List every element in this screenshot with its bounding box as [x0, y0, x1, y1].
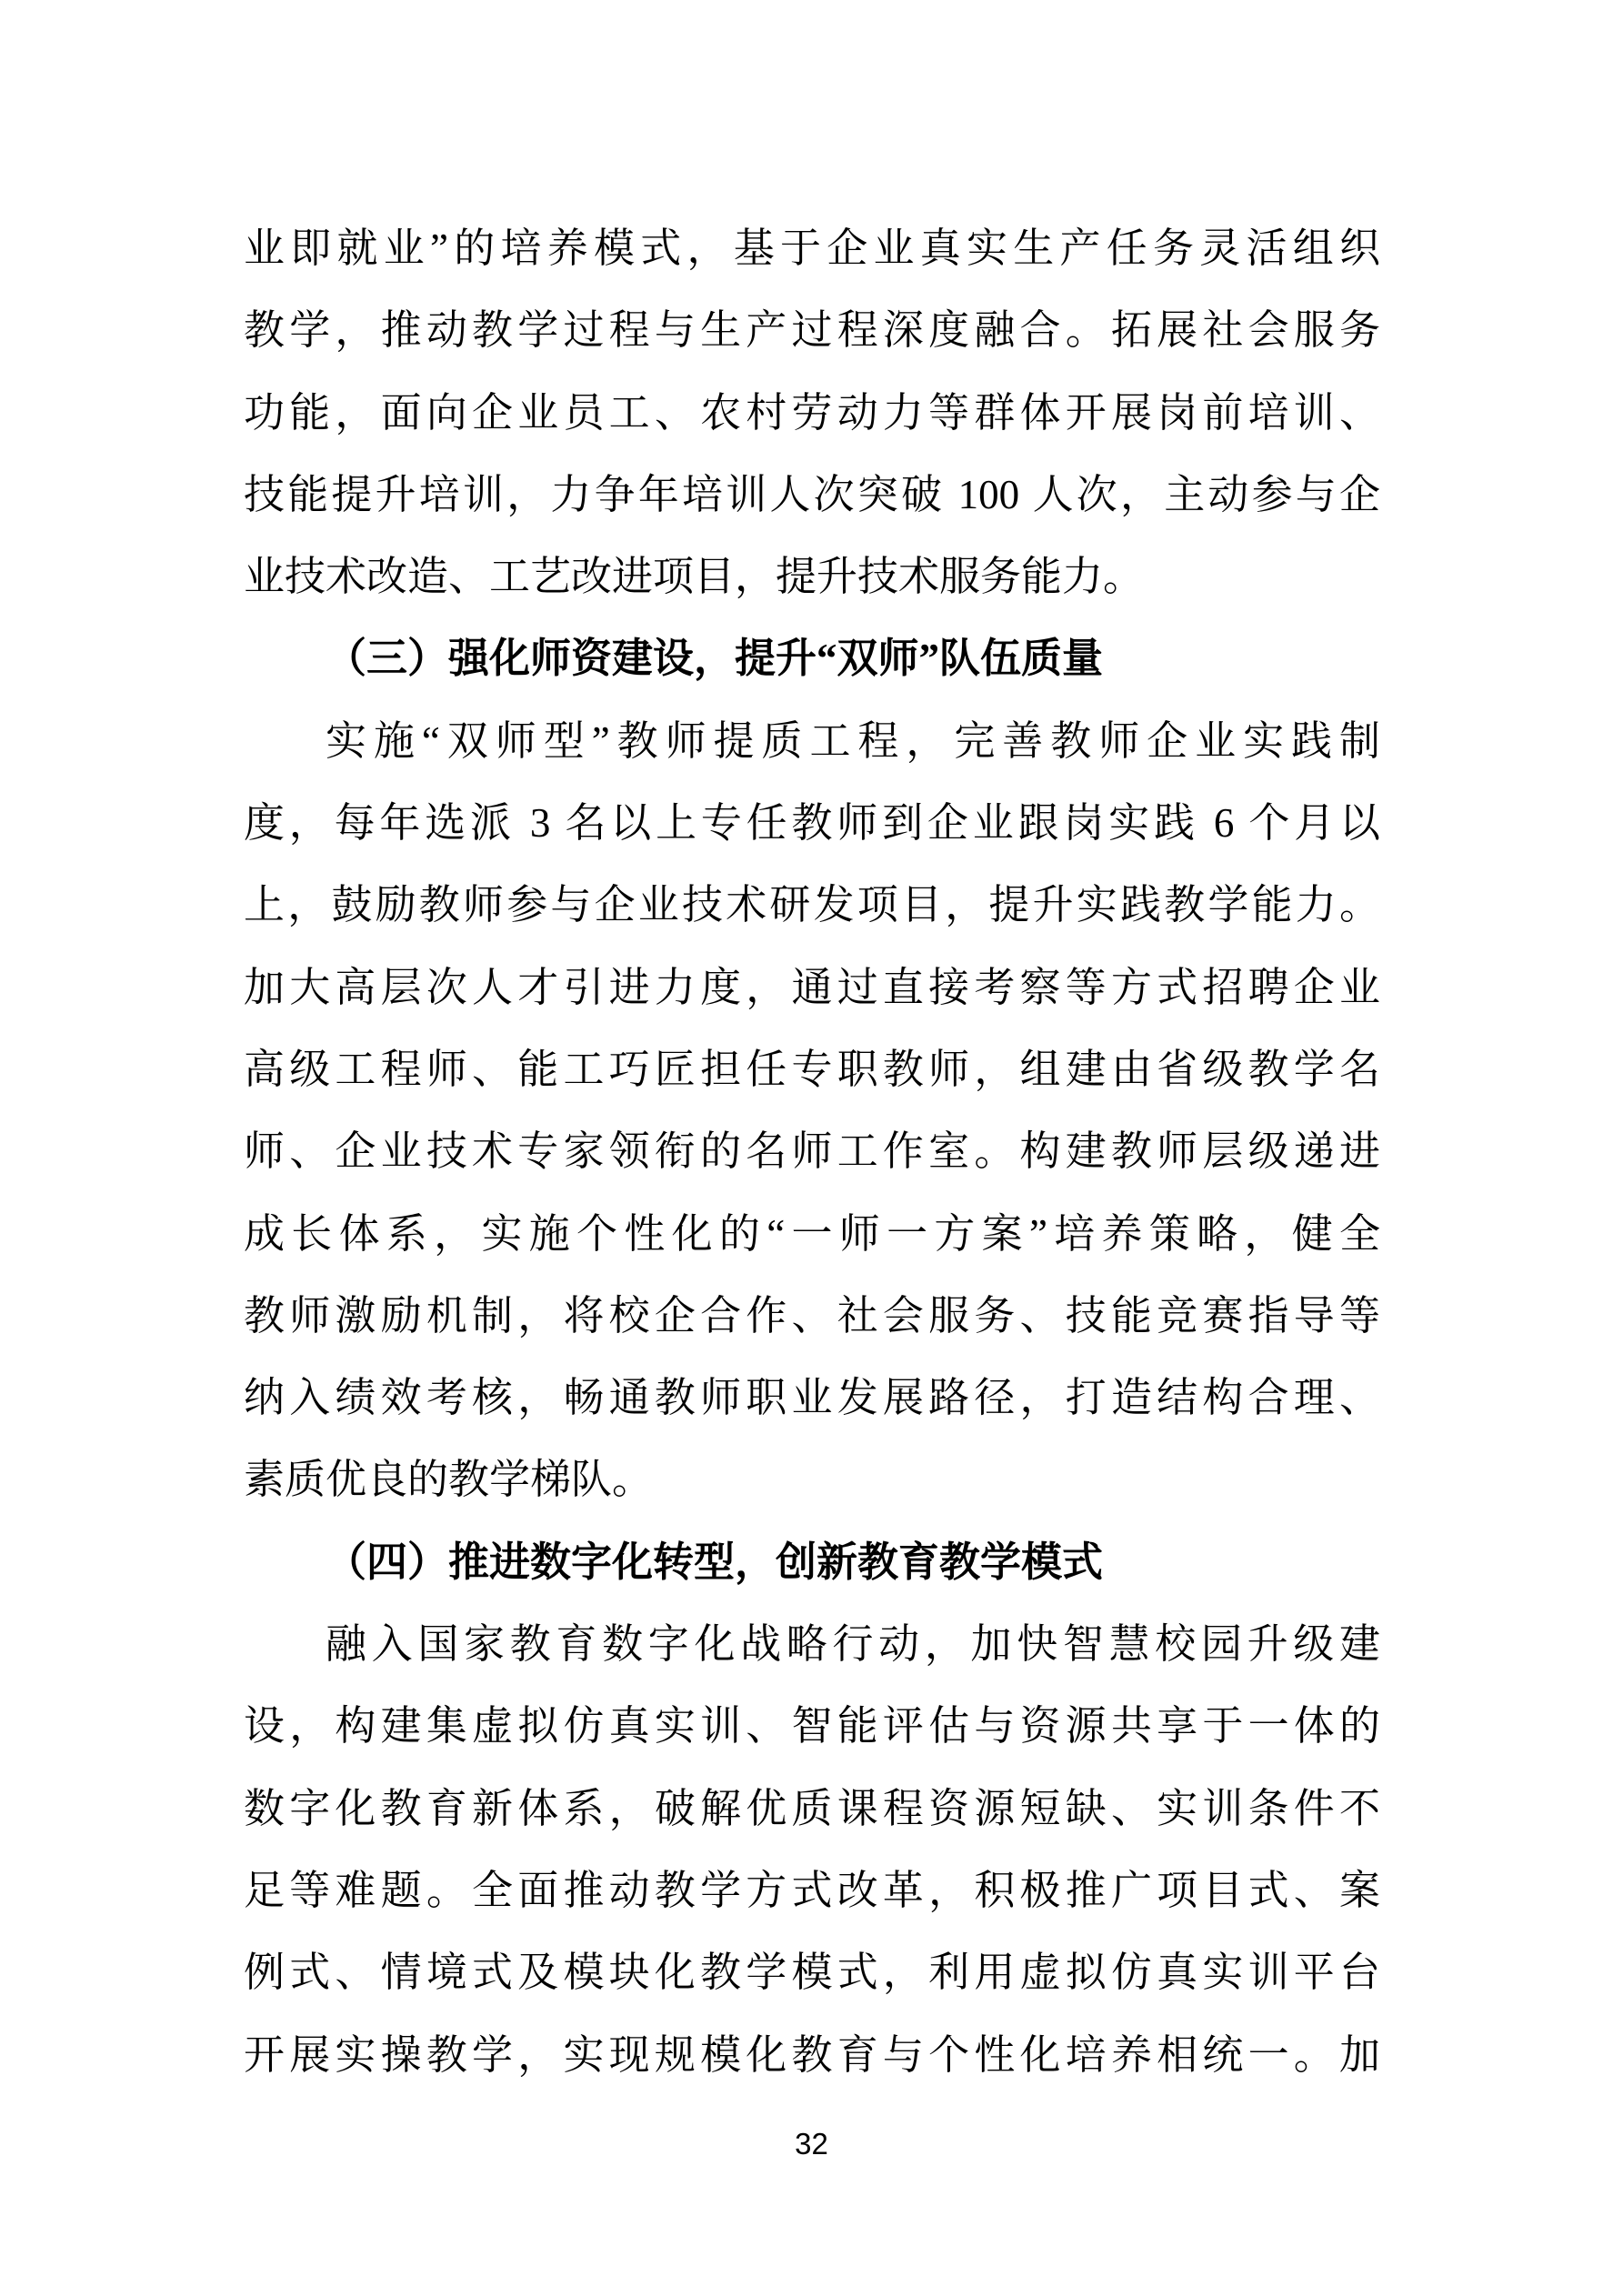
body-text-line: 业即就业”的培养模式，基于企业真实生产任务灵活组织 [244, 226, 1380, 271]
body-text-line: 高级工程师、能工巧匠担任专职教师，组建由省级教学名 [244, 1046, 1380, 1092]
document-body [244, 207, 1380, 2096]
body-text-line: 教学，推动教学过程与生产过程深度融合。拓展社会服务 [244, 307, 1380, 354]
body-text-line: 纳入绩效考核，畅通教师职业发展路径，打造结构合理、 [244, 1375, 1380, 1421]
body-text-line: 功能，面向企业员工、农村劳动力等群体开展岗前培训、 [244, 389, 1380, 436]
body-text-line: 加大高层次人才引进力度，通过直接考察等方式招聘企业 [244, 964, 1380, 1010]
body-text-line: 业技术改造、工艺改进项目，提升技术服务能力。 [244, 554, 1145, 600]
body-text-line: 足等难题。全面推动教学方式改革，积极推广项目式、案 [244, 1867, 1380, 1913]
body-text-line: 实施“双师型”教师提质工程，完善教师企业实践制 [326, 717, 1380, 764]
body-text-line: 开展实操教学，实现规模化教育与个性化培养相统一。加 [244, 2031, 1380, 2078]
body-text-line: 教师激励机制，将校企合作、社会服务、技能竞赛指导等 [244, 1292, 1380, 1338]
page-footer [0, 2128, 1623, 2161]
section-heading-3: （三）强化师资建设，提升“双师”队伍质量 [326, 636, 1104, 682]
body-text-line: 成长体系，实施个性化的“一师一方案”培养策略，健全 [244, 1210, 1380, 1257]
body-text-line: 度，每年选派 3 名以上专任教师到企业跟岗实践 6 个月以 [244, 800, 1380, 847]
body-text-line: 数字化教育新体系，破解优质课程资源短缺、实训条件不 [244, 1785, 1380, 1831]
body-text-line: 融入国家教育数字化战略行动，加快智慧校园升级建 [326, 1621, 1380, 1668]
body-text-line: 师、企业技术专家领衔的名师工作室。构建教师层级递进 [244, 1128, 1380, 1175]
page-number: 32 [795, 2127, 828, 2161]
body-text-line: 例式、情境式及模块化教学模式，利用虚拟仿真实训平台 [244, 1950, 1380, 1996]
body-text-line: 设，构建集虚拟仿真实训、智能评估与资源共享于一体的 [244, 1703, 1380, 1750]
section-heading-4: （四）推进数字化转型，创新教育教学模式 [326, 1539, 1104, 1585]
body-text-line: 素质优良的教学梯队。 [244, 1457, 654, 1503]
body-text-line: 上，鼓励教师参与企业技术研发项目，提升实践教学能力。 [244, 882, 1380, 928]
body-text-line: 技能提升培训，力争年培训人次突破 100 人次，主动参与企 [244, 471, 1380, 517]
